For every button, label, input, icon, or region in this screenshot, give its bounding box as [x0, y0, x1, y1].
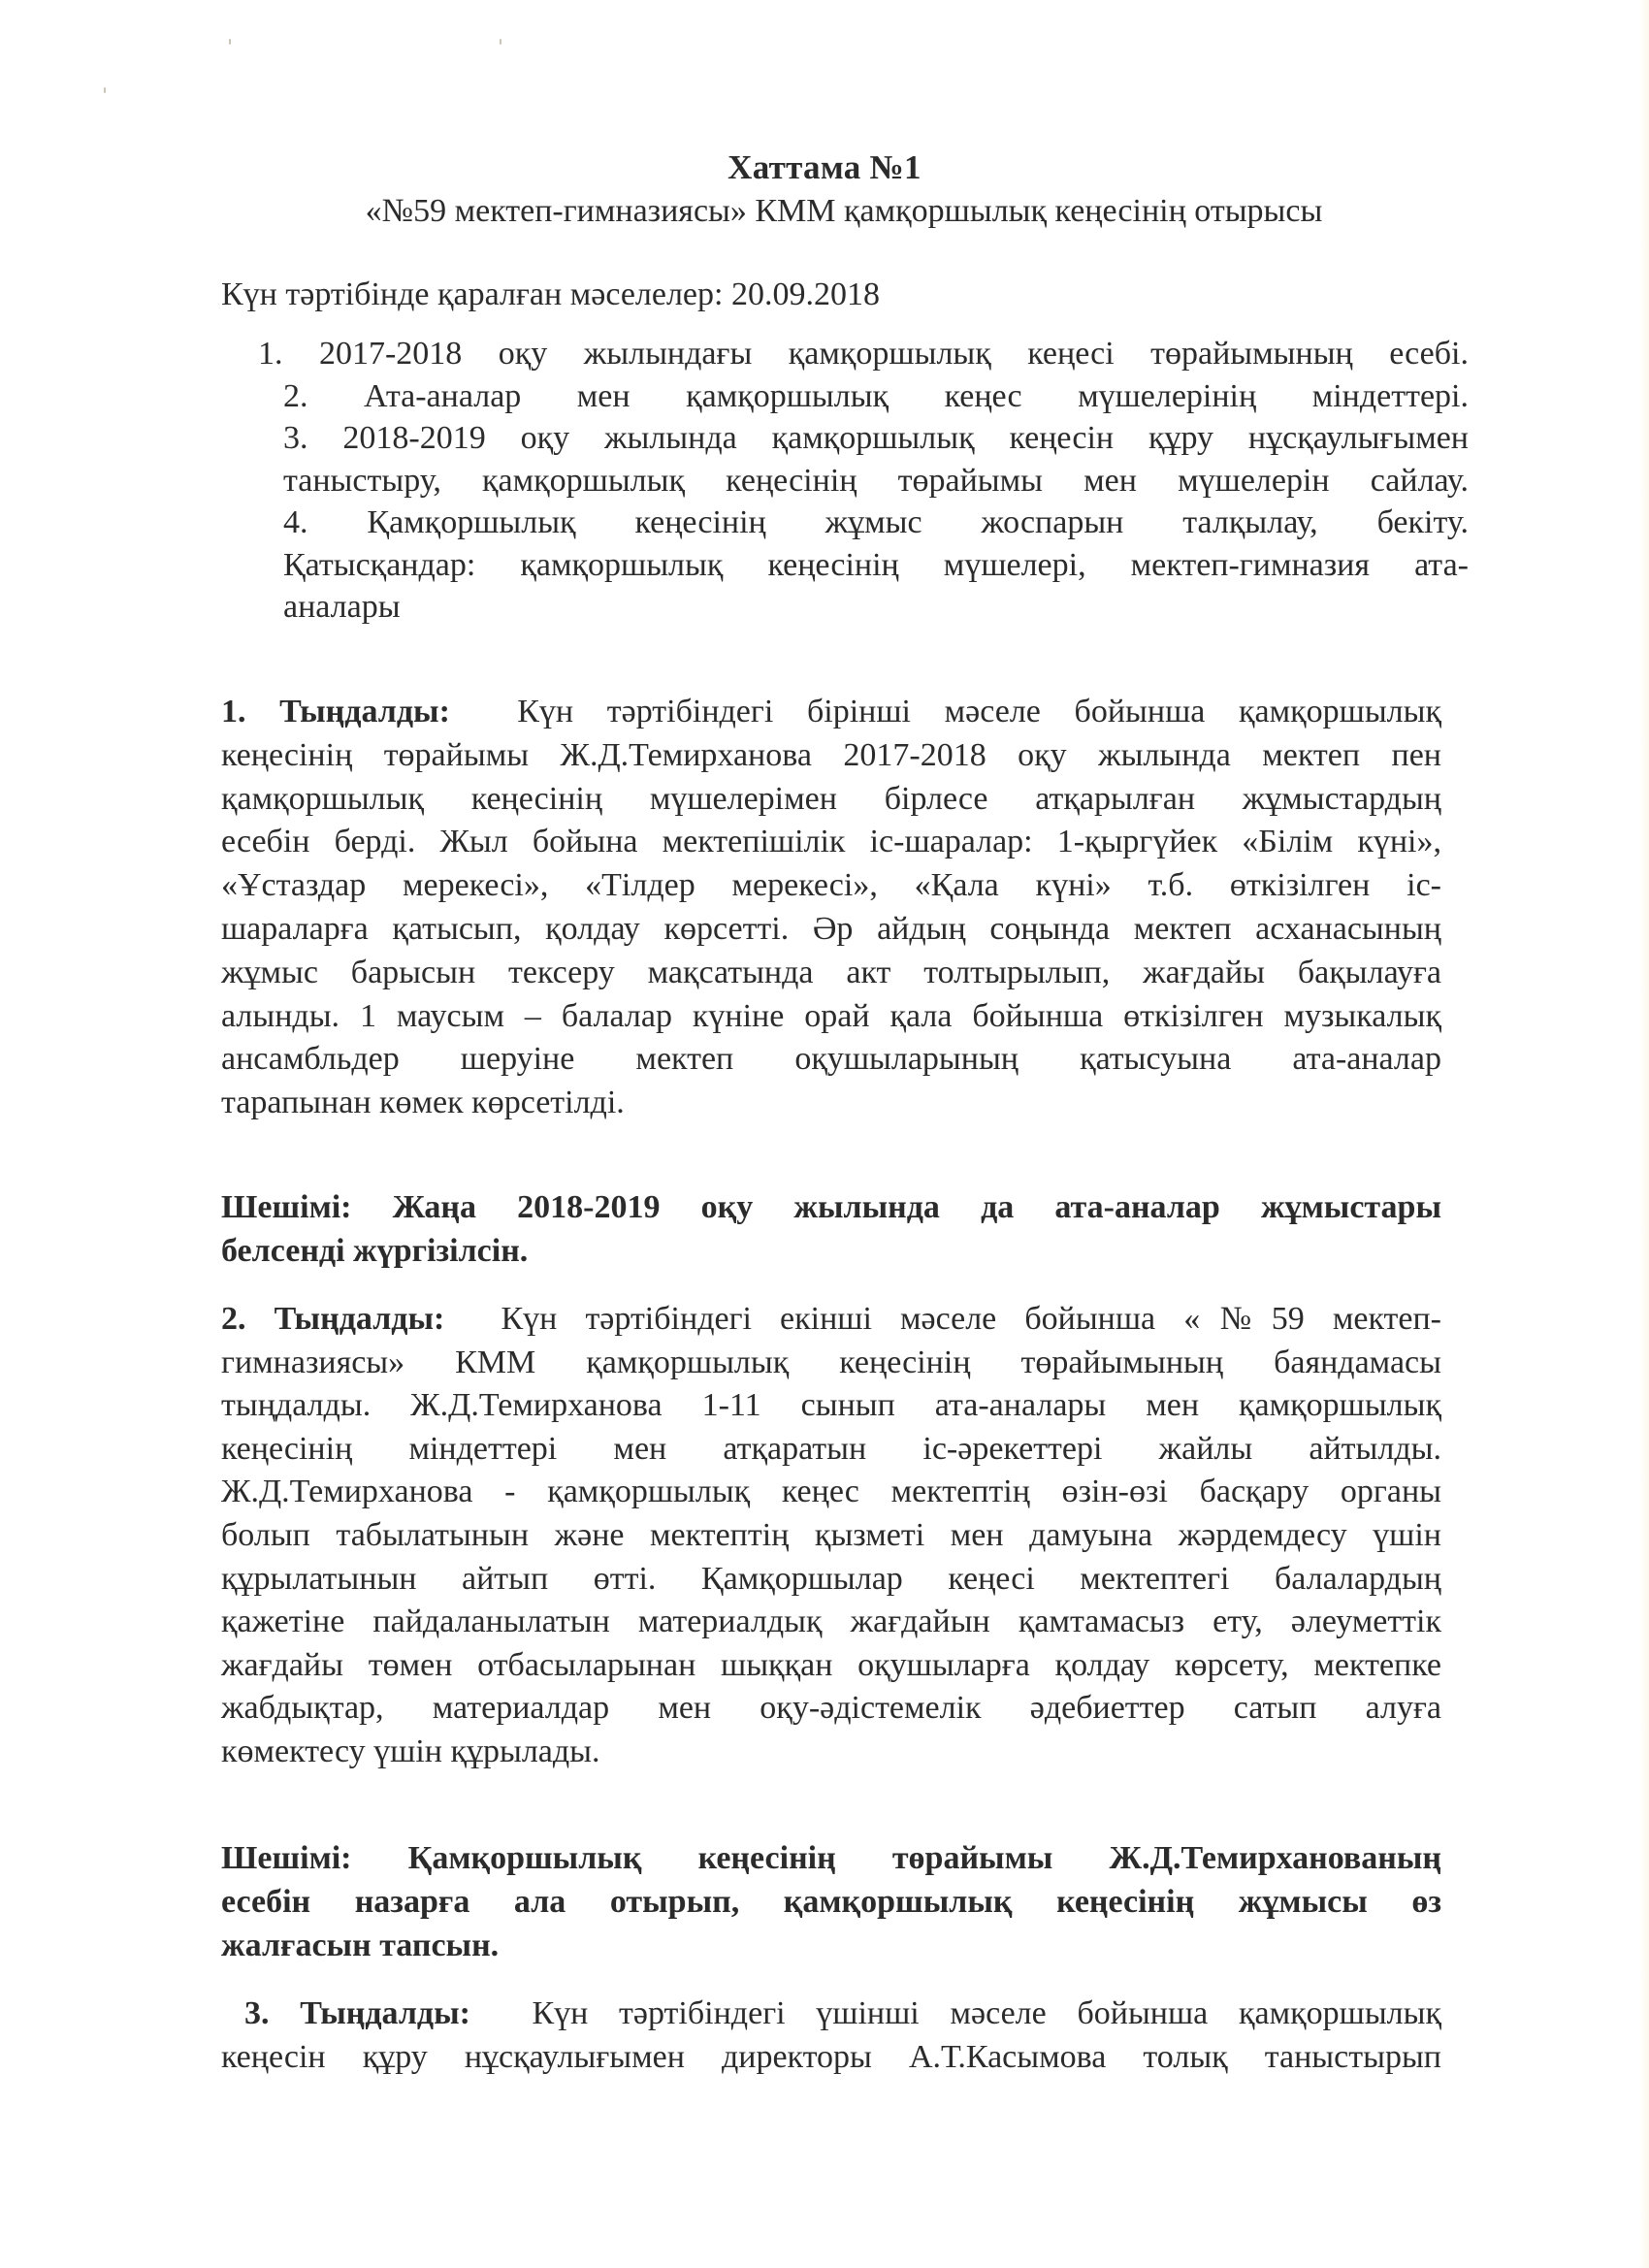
scan-edge: [1639, 0, 1649, 2268]
section-1-line: шараларға қатысып, қолдау көрсетті. Әр айдың соңында мектеп асханасының: [221, 910, 1441, 947]
section-2-line: құрылатынын айтып өтті. Қамқоршылар кеңесі мектептегі балалардың: [221, 1560, 1441, 1597]
section-2-line: қажетіне пайдаланылатын материалдық жағдайын қамтамасыз ету, әлеуметтік: [221, 1604, 1441, 1640]
document-title: Хаттама №1: [728, 148, 922, 186]
agenda-item-3-continued: таныстыру, қамқоршылық кеңесінің төрайымы мен мүшелерін сайлау.: [283, 462, 1469, 499]
participants-line: Қатысқандар: қамқоршылық кеңесінің мүшелері, мектеп-гимназия ата-: [283, 546, 1469, 583]
section-3-line: кеңесін құру нұсқаулығымен директоры А.Т.Касымова толық таныстырып: [221, 2039, 1441, 2075]
section-3-label: 3. Тыңдалды:: [244, 1995, 470, 2031]
section-2-line: кеңесінің міндеттері мен атқаратын іс-әрекеттері жайлы айтылды.: [221, 1430, 1441, 1467]
section-1-line: есебін берді. Жыл бойына мектепішілік іс-шаралар: 1-қыргүйек «Білім күні»,: [221, 824, 1441, 860]
decision-2-line: Шешімі: Қамқоршылық кеңесінің төрайымы Ж.Д.Темирханованың: [221, 1840, 1441, 1876]
section-2-line: Ж.Д.Темирханова - қамқоршылық кеңес мектептің өзін-өзі басқару органы: [221, 1474, 1441, 1510]
section-2-line: көмектесу үшін құрылады.: [221, 1733, 600, 1769]
decision-1-line: Шешімі: Жаңа 2018-2019 оқу жылында да ата-аналар жұмыстары: [221, 1189, 1441, 1225]
decision-1-line: белсенді жүргізілсін.: [221, 1233, 529, 1269]
agenda-heading: Күн тәртібінде қаралған мәселелер: 20.09.2018: [221, 276, 880, 312]
decision-1: [221, 1185, 1441, 1273]
section-2-line: Күн тәртібіндегі екінші мәселе бойынша «№59 мектеп-: [501, 1301, 1442, 1337]
section-2-heard: [221, 1298, 1441, 1774]
section-3-heard: [221, 1992, 1441, 2079]
section-2-line: тыңдалды. Ж.Д.Темирханова 1-11 сынып ата-аналары мен қамқоршылық: [221, 1387, 1441, 1424]
scan-speck: [229, 39, 231, 45]
agenda-item-1: 1. 2017-2018 оқу жылындағы қамқоршылық кеңесі төрайымының есебі.: [258, 336, 1469, 372]
agenda-item-2: 2. Ата-аналар мен қамқоршылық кеңес мүшелерінің міндеттері.: [283, 377, 1469, 414]
scan-speck: [500, 39, 501, 45]
agenda-item-4: 4. Қамқоршылық кеңесінің жұмыс жоспарын талқылау, бекіту.: [283, 504, 1469, 540]
section-1-line: ансамбльдер шеруіне мектеп оқушыларының қатысуына ата-аналар: [221, 1041, 1441, 1078]
document-subtitle: «№59 мектеп-гимназиясы» КММ қамқоршылық кеңесінің отырысы: [365, 193, 1323, 229]
section-1-line: «Ұстаздар мерекесі», «Тілдер мерекесі», «Қала күні» т.б. өткізілген іс-: [221, 867, 1441, 904]
section-1-line: жұмыс барысын тексеру мақсатында акт толтырылып, жағдайы бақылауға: [221, 954, 1441, 990]
decision-2: [221, 1836, 1441, 1967]
scan-speck: [104, 87, 106, 93]
section-1-line: алынды. 1 маусым – балалар күніне орай қала бойынша өткізілген музыкалық: [221, 997, 1441, 1034]
decision-2-line: есебін назарға ала отырып, қамқоршылық кеңесінің жұмысы өз: [221, 1884, 1441, 1920]
section-2-label: 2. Тыңдалды:: [221, 1301, 445, 1337]
decision-2-line: жалғасын тапсын.: [221, 1928, 500, 1963]
section-3-line: Күн тәртібіндегі үшінші мәселе бойынша қамқоршылық: [532, 1995, 1441, 2031]
participants-line-continued: аналары: [283, 589, 401, 625]
section-1-line: қамқоршылық кеңесінің мүшелерімен бірлесе атқарылған жұмыстардың: [221, 780, 1441, 817]
section-1-line: Күн тәртібіндегі бірінші мәселе бойынша қамқоршылық: [517, 694, 1441, 729]
section-2-line: болып табылатынын және мектептің қызметі мен дамуына жәрдемдесу үшін: [221, 1516, 1441, 1553]
section-2-line: жабдықтар, материалдар мен оқу-әдістемелік әдебиеттер сатып алуға: [221, 1690, 1441, 1727]
section-1-line: тарапынан көмек көрсетілді.: [221, 1085, 625, 1121]
agenda-item-3: 3. 2018-2019 оқу жылында қамқоршылық кеңесін құру нұсқаулығымен: [283, 420, 1469, 456]
section-2-line: гимназиясы» КММ қамқоршылық кеңесінің төрайымының баяндамасы: [221, 1344, 1441, 1380]
section-1-line: кеңесінің төрайымы Ж.Д.Темирханова 2017-2018 оқу жылында мектеп пен: [221, 736, 1441, 773]
section-2-line: жағдайы төмен отбасыларынан шыққан оқушыларға қолдау көрсету, мектепке: [221, 1646, 1441, 1683]
section-1-heard: [221, 691, 1441, 1125]
agenda-list: [258, 333, 1469, 629]
section-1-label: 1. Тыңдалды:: [221, 694, 450, 729]
